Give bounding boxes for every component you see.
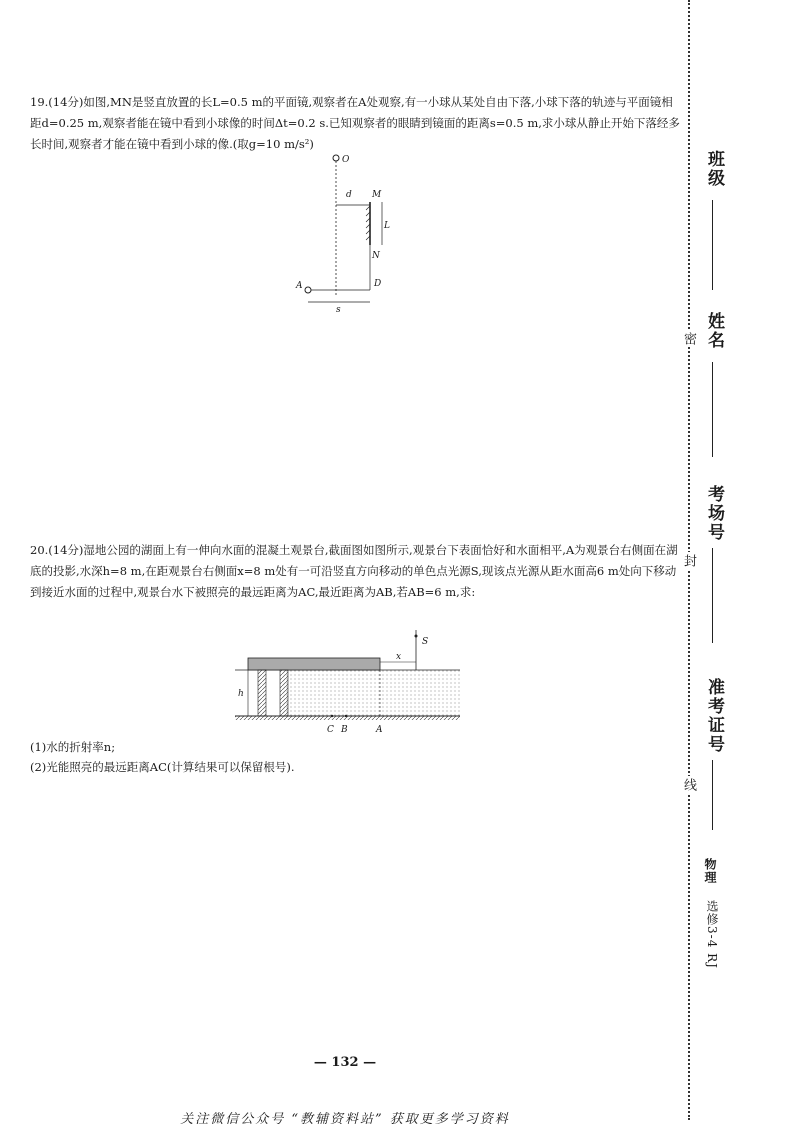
- page-number: — 132 —: [313, 1055, 377, 1070]
- field-admission-ticket: 准考证号: [704, 678, 724, 754]
- label-h: h: [238, 689, 244, 699]
- label-d: d: [346, 190, 352, 200]
- field-exam-room: 考场号: [704, 485, 724, 542]
- figure-mirror-diagram: [290, 150, 390, 315]
- label-a: A: [296, 281, 303, 291]
- question-20-part-1: (1)水的折射率n;: [30, 740, 116, 754]
- label-m: M: [372, 190, 382, 200]
- subject-label: 物理: [703, 858, 717, 884]
- field-name: 姓名: [704, 312, 724, 350]
- field-exam-room-line: [712, 548, 713, 643]
- light-source-s: [415, 635, 418, 638]
- seal-mark-1: 密: [681, 332, 696, 345]
- label-s: s: [336, 305, 341, 315]
- label-a-projection: A: [376, 725, 383, 735]
- ball-o: [333, 155, 339, 161]
- seal-mark-3: 线: [681, 778, 696, 791]
- field-class-line: [712, 200, 713, 290]
- label-d-point: D: [374, 279, 382, 289]
- pillar-left: [258, 670, 266, 716]
- label-o: O: [342, 155, 350, 165]
- observer-a: [305, 287, 311, 293]
- pillar-right: [280, 670, 288, 716]
- field-name-line: [712, 362, 713, 457]
- field-class: 班级: [704, 150, 724, 188]
- bottom-hatch: [235, 716, 460, 720]
- label-s-source: S: [422, 637, 429, 647]
- question-19-text: 19.(14分)如图,MN是竖直放置的长L=0.5 m的平面镜,观察者在A处观察,有一小球从某处自由下落,小球下落的轨迹与平面镜相距d=0.25 m,观察者能在镜中看到小球像的时间Δt=0.2 s.已知观察者的眼睛到镜面的距离s=0.5 m,求小球从静止开始下落经多长时间,观察者才能在镜中看到小球的像.(取g=10 m/s²): [30, 95, 680, 151]
- question-20-text: 20.(14分)湿地公园的湖面上有一伸向水面的混凝土观景台,截面图如图所示,观景台下表面恰好和水面相平,A为观景台右侧面在湖底的投影,水深h=8 m,在距观景台右侧面x=8 m处有一可沿竖直方向移动的单色点光源S,现该点光源从距水面高6 m处向下移动到接近水面的过程中,观景台水下被照亮的最远距离为AC,最近距离为AB,若AB=6 m,求:: [30, 543, 678, 599]
- label-x: x: [396, 652, 402, 662]
- label-n: N: [372, 251, 380, 261]
- platform-deck: [248, 658, 380, 670]
- label-l: L: [384, 221, 390, 231]
- question-20-part-2: (2)光能照亮的最远距离AC(计算结果可以保留根号).: [30, 760, 295, 774]
- point-b: [345, 715, 347, 717]
- field-admission-ticket-line: [712, 760, 713, 830]
- label-c: C: [327, 725, 334, 735]
- point-c: [331, 715, 333, 717]
- figure-lake-platform: [230, 630, 460, 740]
- footer-note: 关注微信公众号 “教辅资料站” 获取更多学习资料: [180, 1112, 510, 1127]
- water-region: [285, 670, 460, 716]
- seal-mark-2: 封: [681, 554, 696, 567]
- edition-label: 选修3-4 RJ: [705, 900, 719, 969]
- label-b: B: [341, 725, 348, 735]
